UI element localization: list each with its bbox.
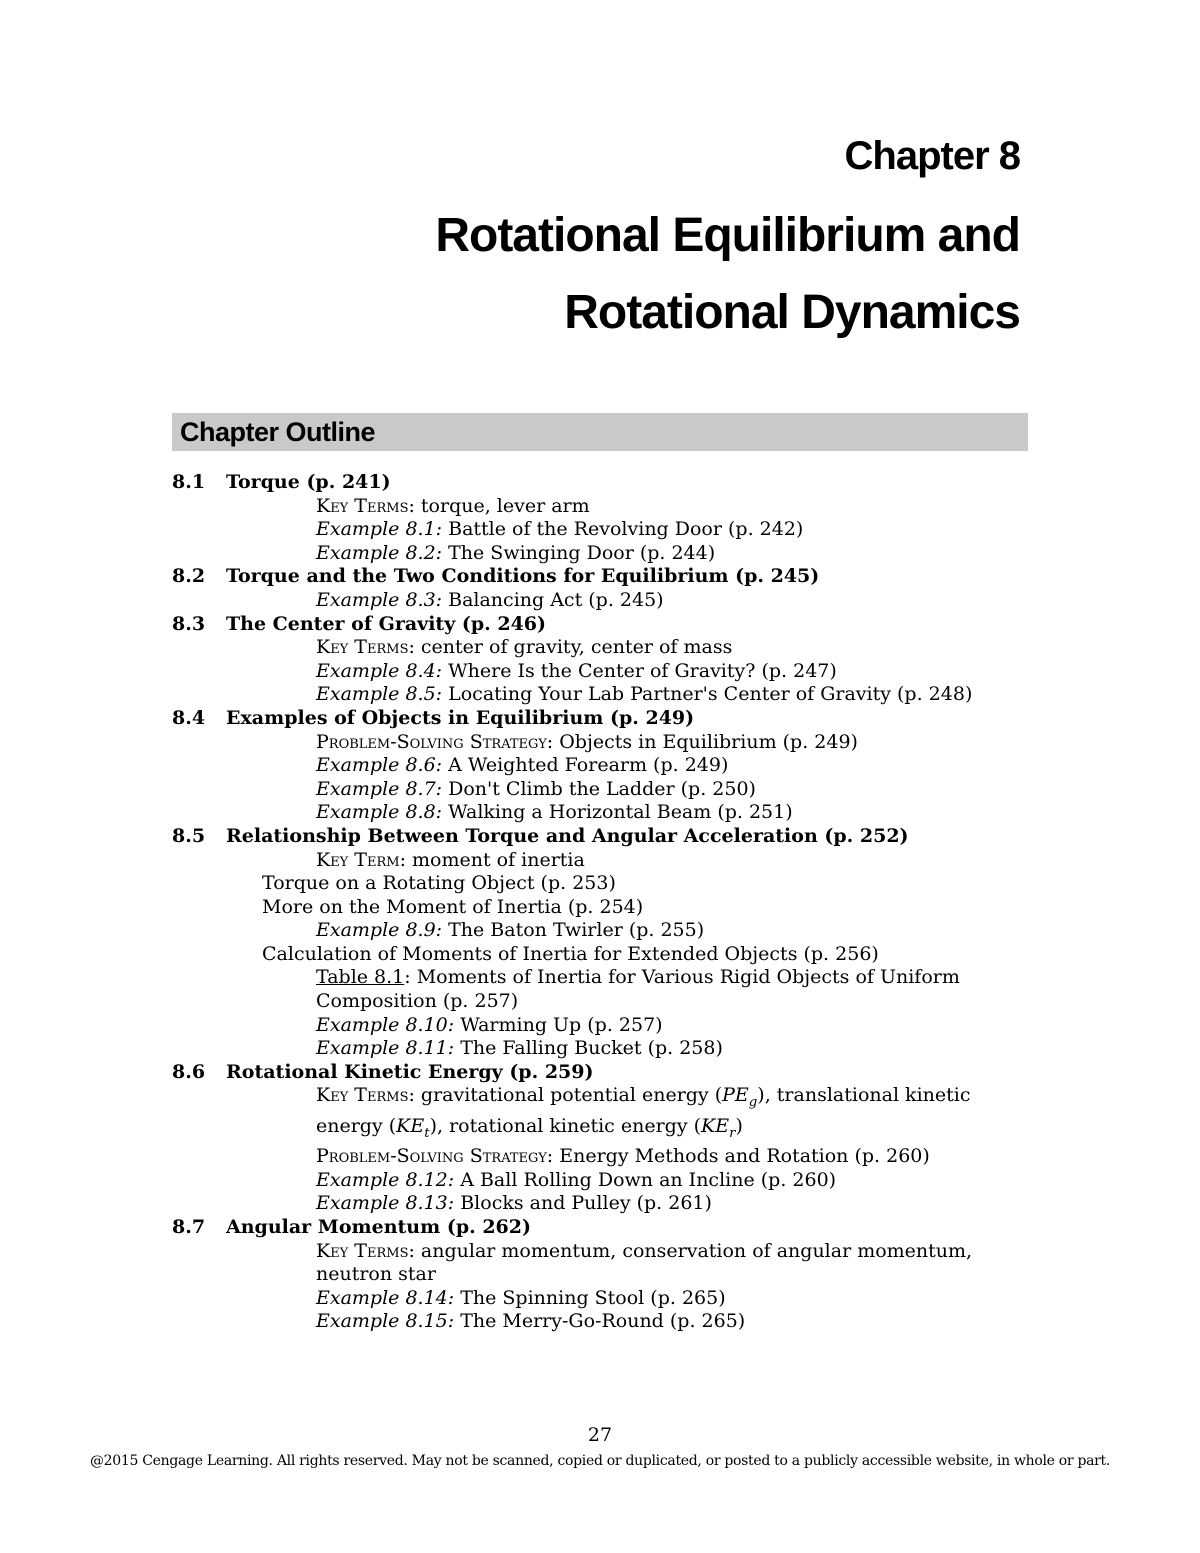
outline-item	[316, 660, 1028, 684]
page-number: 27	[587, 1424, 613, 1446]
outline-item	[316, 1037, 1028, 1061]
section-title: Torque and the Two Conditions for Equilibrium (p. 245)	[226, 565, 820, 588]
outline-item	[262, 943, 1028, 967]
outline-item-segment: torque, lever arm	[414, 494, 590, 517]
section-title: Rotational Kinetic Energy (p. 259)	[226, 1060, 594, 1083]
outline-item-segment: A Ball Rolling Down an Incline (p. 260)	[454, 1168, 837, 1191]
outline-item-segment: Battle of the Revolving Door (p. 242)	[442, 518, 804, 541]
section-title: Torque (p. 241)	[226, 471, 391, 493]
outline-item-segment: Example 8.9:	[316, 919, 443, 942]
outline-item	[316, 778, 1028, 802]
outline-item-segment: Balancing Act (p. 245)	[442, 588, 664, 611]
section-number: 8.1	[172, 471, 206, 493]
outline-item-segment: Calculation of Moments of Inertia for Extended Objects (p. 256)	[262, 942, 879, 965]
outline-item-segment: moment of inertia	[405, 848, 585, 871]
outline-item-segment: Key Term:	[316, 848, 406, 871]
outline-item-segment: The Merry-Go-Round (p. 265)	[454, 1310, 746, 1333]
chapter-title	[172, 198, 1020, 352]
section-title: Angular Momentum (p. 262)	[226, 1216, 531, 1238]
outline-item-segment: Problem-Solving Strategy:	[316, 730, 554, 753]
chapter-title-line2: Rotational Dynamics	[564, 285, 1020, 339]
chapter-title-line1: Rotational Equilibrium and	[435, 209, 1020, 262]
outline-item-segment: Objects in Equilibrium (p. 249)	[553, 730, 858, 753]
outline-item-segment: gravitational potential energy (	[414, 1084, 723, 1107]
outline-item-segment: KE	[701, 1114, 730, 1137]
outline-item	[316, 801, 1028, 825]
outline-section-heading	[172, 825, 1028, 849]
outline-item-segment: Walking a Horizontal Beam (p. 251)	[442, 801, 793, 824]
outline-item-segment: r	[729, 1125, 736, 1141]
outline-item-segment: center of gravity, center of mass	[414, 636, 733, 659]
outline-item-segment: )	[735, 1114, 743, 1137]
outline-item	[316, 683, 1028, 707]
outline-item-segment: Key Terms:	[316, 1239, 415, 1262]
outline-section-heading	[172, 1216, 1028, 1240]
section-title: Relationship Between Torque and Angular Acceleration (p. 252)	[226, 824, 909, 847]
outline-item-segment: The Baton Twirler (p. 255)	[442, 919, 705, 942]
outline-section-heading	[172, 471, 1028, 495]
chapter-label: Chapter 8	[844, 134, 1020, 178]
outline-item-segment: Don't Climb the Ladder (p. 250)	[442, 777, 756, 800]
outline-item-segment: Example 8.1:	[316, 518, 443, 541]
outline-item-segment: Example 8.2:	[316, 541, 443, 564]
outline-item	[316, 495, 1028, 519]
section-title: Examples of Objects in Equilibrium (p. 249)	[226, 706, 695, 729]
outline-item-segment: : Moments of Inertia for Various Rigid Objects of Uniform Composition (p. 257)	[316, 966, 960, 1013]
outline-item	[316, 754, 1028, 778]
outline-item	[262, 872, 1028, 896]
chapter-title-block	[172, 132, 1020, 352]
outline-item	[316, 542, 1028, 566]
outline-item-segment: More on the Moment of Inertia (p. 254)	[262, 895, 644, 918]
outline-section-heading	[172, 707, 1028, 731]
outline-item-segment: Key Terms:	[316, 494, 415, 517]
section-number: 8.3	[172, 612, 206, 635]
outline-item-segment: Example 8.10:	[316, 1013, 455, 1036]
outline-item	[316, 589, 1028, 613]
section-title: The Center of Gravity (p. 246)	[226, 612, 547, 635]
outline-item	[316, 919, 1028, 943]
outline-item-segment: Example 8.13:	[316, 1192, 455, 1215]
outline-item	[316, 518, 1028, 542]
outline-item	[316, 966, 1028, 1013]
chapter-outline-header: Chapter Outline	[172, 413, 1028, 451]
outline-item	[316, 1169, 1028, 1193]
outline-item-segment: Example 8.11:	[316, 1037, 455, 1060]
section-number: 8.5	[172, 824, 206, 847]
outline-item-segment: Example 8.7:	[316, 777, 443, 800]
copyright-notice: @2015 Cengage Learning. All rights reserved. May not be scanned, copied or duplicated, or posted to a publicly accessible website, in whole or part.	[89, 1453, 1111, 1469]
outline-item	[316, 1192, 1028, 1216]
outline-item	[262, 896, 1028, 920]
outline-item-segment: A Weighted Forearm (p. 249)	[442, 754, 729, 777]
outline-section-heading	[172, 1061, 1028, 1085]
section-number: 8.2	[172, 565, 206, 588]
outline-item-segment: Torque on a Rotating Object (p. 253)	[262, 872, 616, 895]
outline-item-segment: Locating Your Lab Partner's Center of Gravity (p. 248)	[442, 683, 973, 706]
outline-item-segment: Warming Up (p. 257)	[454, 1013, 663, 1036]
outline-item-segment: angular momentum, conservation of angular momentum, neutron star	[316, 1239, 973, 1286]
outline-item	[316, 1014, 1028, 1038]
outline-item-segment: Problem-Solving Strategy:	[316, 1145, 554, 1168]
outline-item-segment: Example 8.8:	[316, 801, 443, 824]
outline-item	[316, 731, 1028, 755]
outline-item-segment: Table 8.1	[316, 966, 405, 989]
outline-item-segment: Example 8.15:	[316, 1310, 455, 1333]
outline-item-segment: Example 8.6:	[316, 754, 443, 777]
outline-item-segment: PE	[722, 1084, 749, 1107]
outline-item-segment: Example 8.14:	[316, 1286, 455, 1309]
outline-section-heading	[172, 565, 1028, 589]
outline-item-segment: Example 8.3:	[316, 588, 443, 611]
outline-item	[316, 1310, 1028, 1334]
outline-item	[316, 849, 1028, 873]
outline-item-segment: Key Terms:	[316, 1084, 415, 1107]
outline-item-segment: ), rotational kinetic energy (	[429, 1114, 702, 1137]
outline-item-segment: ), translational kinetic energy (	[316, 1084, 971, 1137]
outline-item	[316, 636, 1028, 660]
outline-item	[316, 1287, 1028, 1311]
outline-item-segment: The Falling Bucket (p. 258)	[454, 1037, 723, 1060]
outline-item-segment: Example 8.12:	[316, 1168, 455, 1191]
outline-item-segment: t	[424, 1125, 430, 1141]
outline-item-segment: Energy Methods and Rotation (p. 260)	[553, 1145, 930, 1168]
section-number: 8.6	[172, 1060, 206, 1083]
outline-item-segment: Where Is the Center of Gravity? (p. 247)	[442, 659, 837, 682]
outline	[172, 471, 1028, 1334]
outline-section-heading	[172, 613, 1028, 637]
outline-item	[316, 1240, 1028, 1287]
outline-item-segment: Blocks and Pulley (p. 261)	[454, 1192, 712, 1215]
section-number: 8.7	[172, 1216, 206, 1238]
outline-item-segment: Key Terms:	[316, 636, 415, 659]
outline-item-segment: g	[748, 1095, 758, 1111]
outline-item	[316, 1084, 1028, 1145]
outline-item-segment: The Spinning Stool (p. 265)	[454, 1286, 726, 1309]
outline-item-segment: KE	[396, 1114, 425, 1137]
section-number: 8.4	[172, 706, 206, 729]
outline-item-segment: Example 8.5:	[316, 683, 443, 706]
outline-item-segment: The Swinging Door (p. 244)	[442, 541, 716, 564]
outline-item	[316, 1145, 1028, 1169]
outline-item-segment: Example 8.4:	[316, 659, 443, 682]
